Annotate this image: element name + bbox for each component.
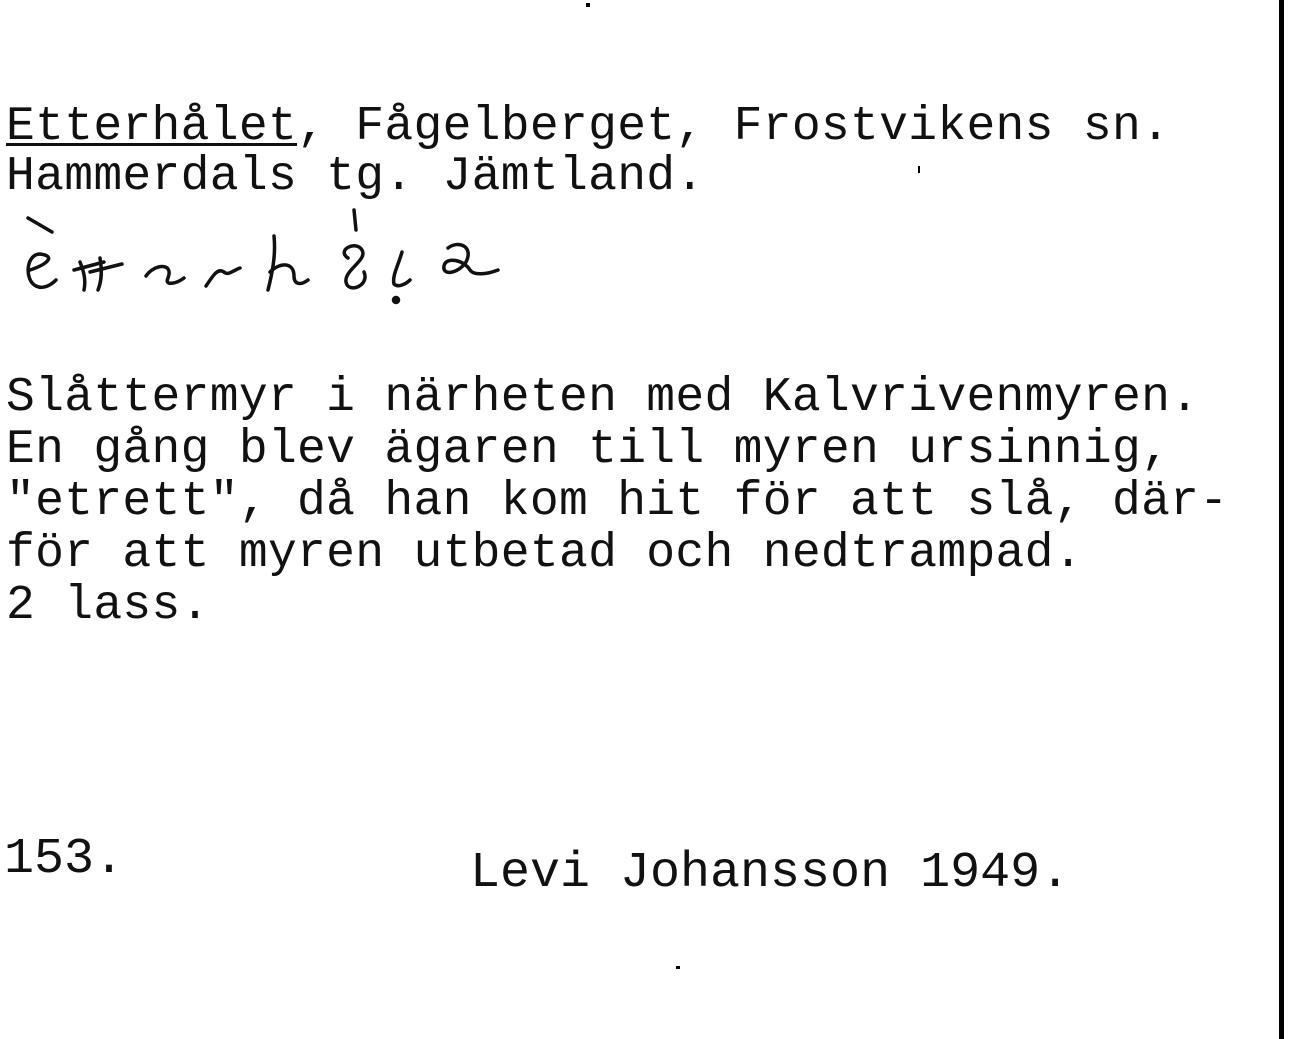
body-line: En gång blev ägaren till myren ursinnig, bbox=[6, 423, 1171, 477]
heading-district: Hammerdals tg. Jämtland. bbox=[6, 150, 705, 204]
card-number: 153. bbox=[4, 831, 125, 888]
body-line: "etrett", då han kom hit för att slå, där- bbox=[6, 475, 1229, 529]
place-name: Etterhålet bbox=[6, 100, 298, 154]
collector-signature-line: Levi Johansson 1949. bbox=[470, 845, 1071, 902]
body-line: 2 lass. bbox=[6, 579, 210, 633]
body-line: för att myren utbetad och nedtrampad. bbox=[6, 527, 1083, 581]
card-body bbox=[6, 372, 1228, 632]
handwriting-drawing bbox=[18, 200, 538, 310]
body-line: Slåttermyr i närheten med Kalvrivenmyren. bbox=[6, 371, 1200, 425]
handwritten-phonetic-transcription bbox=[18, 200, 538, 310]
card-heading bbox=[6, 102, 1170, 202]
card-edge-line bbox=[1279, 0, 1284, 1039]
ink-speck bbox=[676, 966, 680, 969]
ink-speck bbox=[586, 3, 590, 7]
heading-location: , Fågelberget, Frostvikens sn. bbox=[297, 100, 1171, 154]
